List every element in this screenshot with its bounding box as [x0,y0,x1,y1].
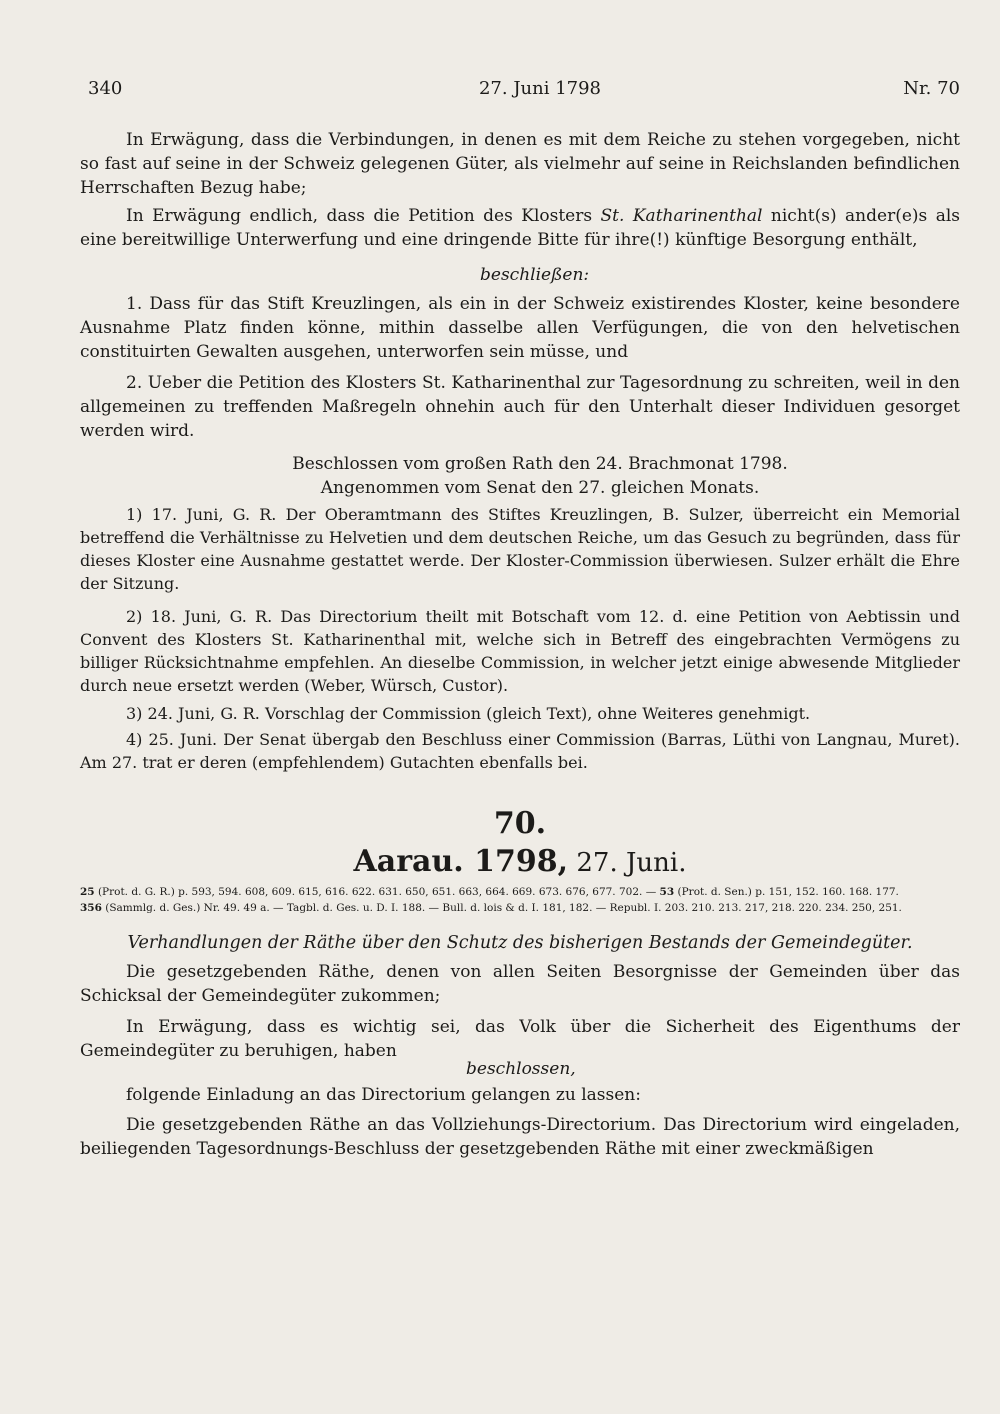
source-references-1: 25 (Prot. d. G. R.) p. 593, 594. 608, 609. 615, 616. 622. 631. 650, 651. 663, 664. 669. 673. 676, 677. 702. — 53 (Prot. d. Sen.) p. 151, 152. 160. 168. 177. [80,886,899,898]
paragraph-consideration: In Erwägung, dass es wichtig sei, das Volk über die Sicherheit des Eigenthums der Gemeindegüter zu beruhigen, haben [80,1017,960,1061]
note-3: 3) 24. Juni, G. R. Vorschlag der Commission (gleich Text), ohne Weiteres genehmigt. [126,704,811,723]
paragraph-letter: Die gesetzgebenden Räthe an das Vollziehungs-Directorium. Das Directorium wird eingeladen, beiliegenden Tagesordnungs-Beschluss der gesetzgebenden Räthe mit einer zweckmäßigen [80,1115,960,1159]
note-2: 2) 18. Juni, G. R. Das Directorium theilt mit Botschaft vom 12. d. eine Petition von Aebtissin und Convent des Klosters St. Katharinenthal mit, welche sich in Betreff des eingebrachten Vermögens zu billiger Rücksichtnahme empfehlen. An dieselbe Commission, in welcher jetzt einige abwesende Mitglieder durch neue ersetzt werden (Weber, Würsch, Custor). [80,607,960,695]
note-1: 1) 17. Juni, G. R. Der Oberamtmann des Stiftes Kreuzlingen, B. Sulzer, überreicht ein Memorial betreffend die Verhältnisse zu Helvetien und dem deutschen Reiche, um das Gesuch zu begründen, dass für dieses Kloster eine Ausnahme gestattet werde. Der Kloster-Commission überwiesen. Sulzer erhält die Ehre der Sitzung. [80,505,960,593]
running-date: 27. Juni 1798 [478,78,602,99]
place-year: Aarau. 1798, [353,844,569,879]
resolution-item-1: 1. Dass für das Stift Kreuzlingen, als ein in der Schweiz existirendes Kloster, keine besondere Ausnahme Platz finden könne, mithin dasselbe allen Verfügungen, die von den helvetischen constituirten Gewalten ausgehen, unterworfen sein müsse, und [80,294,960,362]
heading-date: 27. Juni. [576,848,687,878]
closing-line-1: Beschlossen vom großen Rath den 24. Brachmonat 1798. [292,454,788,474]
paragraph-consideration-2 [80,204,960,252]
page-number: 340 [88,78,123,99]
document-heading-number: 70. [493,806,547,841]
note-4: 4) 25. Juni. Der Senat übergab den Beschluss einer Commission (Barras, Lüthi von Langnau, Muret). Am 27. trat er deren (empfehlendem) Gutachten ebenfalls bei. [80,730,960,772]
closing-line-2: Angenommen vom Senat den 27. gleichen Monats. [320,478,760,498]
paragraph-text: nicht(s) ander(e)s als eine bereitwillige Unterwerfung und eine dringende Bitte für ihre(!) künftige Besorgung enthält, [80,206,960,250]
paragraph-consideration-1: In Erwägung, dass die Verbindungen, in denen es mit dem Reiche zu stehen vorgegeben, nicht so fast auf seine in der Schweiz gelegenen Güter, als vielmehr auf seine in Reichslanden befindlichen Herrschaften Bezug habe; [80,130,960,198]
resolution-item-2: 2. Ueber die Petition des Klosters St. Katharinenthal zur Tagesordnung zu schreiten, weil in den allgemeinen zu treffenden Maßregeln ohnehin auch für den Unterhalt dieser Individuen gesorget werden wird. [80,373,960,441]
paragraph-invitation: folgende Einladung an das Directorium gelangen zu lassen: [126,1085,641,1105]
source-references-2: 356 (Sammlg. d. Ges.) Nr. 49. 49 a. — Tagbl. d. Ges. u. D. I. 188. — Bull. d. lois & d. I. 181, 182. — Republ. I. 203. 210. 213. 217, 218. 220. 234. 250, 251. [80,902,902,914]
resolution-heading-70: beschlossen, [466,1059,576,1079]
document-place-date [0,844,1000,879]
monastery-name: St. Katharinenthal [600,206,763,226]
resolution-heading: beschließen: [480,265,590,285]
document-title: Verhandlungen der Räthe über den Schutz des bisherigen Bestands der Gemeindegüter. [127,933,913,953]
paragraph-text: In Erwägung endlich, dass die Petition des Klosters [126,206,601,226]
paragraph-intro: Die gesetzgebenden Räthe, denen von allen Seiten Besorgnisse der Gemeinden über das Schicksal der Gemeindegüter zukommen; [80,962,960,1006]
document-number: Nr. 70 [903,78,960,99]
